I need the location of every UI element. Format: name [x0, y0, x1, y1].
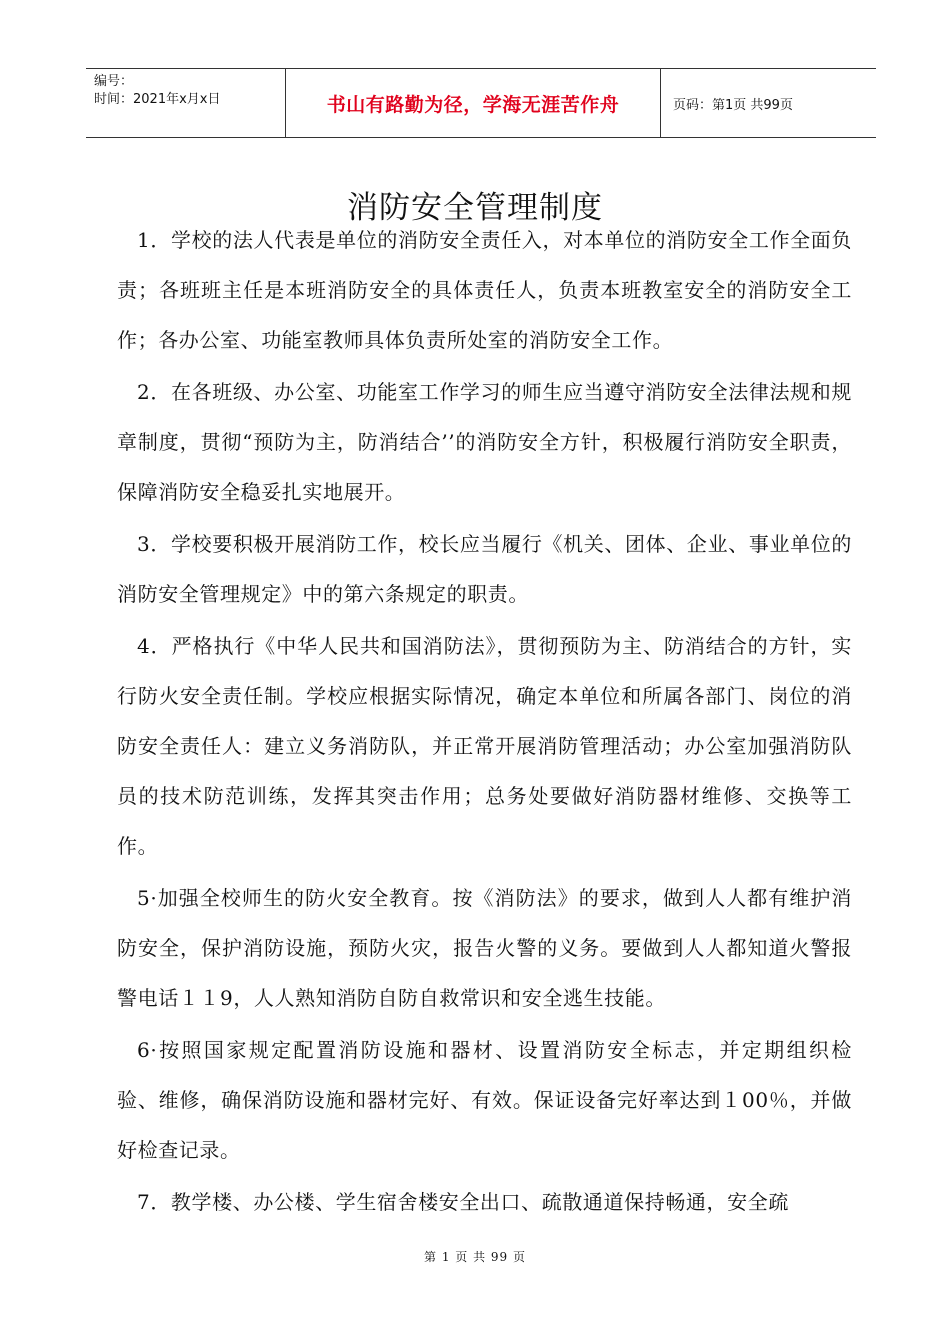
page-header [86, 68, 876, 138]
document-time-label: 时间：2021年x月x日 [94, 92, 221, 107]
paragraph-6: 6·按照国家规定配置消防设施和器材、设置消防安全标志，并定期组织检 验、维修，确保消防设施和器材完好、有效。保证设备完好率达到１00％，并做好检查记录。 [117, 1038, 873, 1162]
paragraph-2: 2．在各班级、办公室、功能室工作学习的师生应当遵守消防安全法律法规和规章制度，贯彻“预防为主，防消结合’’的消防安全方针，积极履行消防安全职责，保障消防安全稳妥扎实地展开。 [117, 380, 852, 504]
header-slogan: 书山有路勤为径，学海无涯苦作舟 [286, 69, 661, 137]
paragraph-5: 5·加强全校师生的防火安全教育。按《消防法》的要求，做到人人都有维护消防安全，保护消防设施，预防火灾，报告火警的义务。要做到人人都知道火警报警电话１１9，人人熟知消防自防自救常识和安全逃生技能。 [117, 886, 852, 1010]
header-meta [86, 69, 286, 137]
paragraph-3: 3．学校要积极开展消防工作，校长应当履行《机关、团体、企业、事业单位的消防安全管理规定》中的第六条规定的职责。 [117, 532, 852, 606]
document-number-label: 编号： [94, 74, 134, 89]
paragraph-4: 4．严格执行《中华人民共和国消防法》，贯彻预防为主、防消结合的方针，实行防火安全责任制。学校应根据实际情况，确定本单位和所属各部门、岗位的消防安全责任人：建立义务消防队，并正常开展消防管理活动；办公室加强消防队员的技术防范训练，发挥其突击作用；总务处要做好消防器材维修、交换等工作。 [117, 634, 852, 858]
document-title: 消防安全管理制度 [347, 189, 603, 226]
page-footer: 第 1 页 共 99 页 [424, 1250, 526, 1264]
paragraph-1: 1．学校的法人代表是单位的消防安全责任入，对本单位的消防安全工作全面负责；各班班主任是本班消防安全的具体责任人，负责本班教室安全的消防安全工作；各办公室、功能室教师具体负责所处室的消防安全工作。 [117, 228, 852, 352]
header-page-label: 页码：第1页 共99页 [673, 97, 793, 113]
paragraph-7: 7．教学楼、办公楼、学生宿舍楼安全出口、疏散通道保持畅通，安全疏 [137, 1190, 789, 1214]
document-body [117, 215, 873, 1229]
